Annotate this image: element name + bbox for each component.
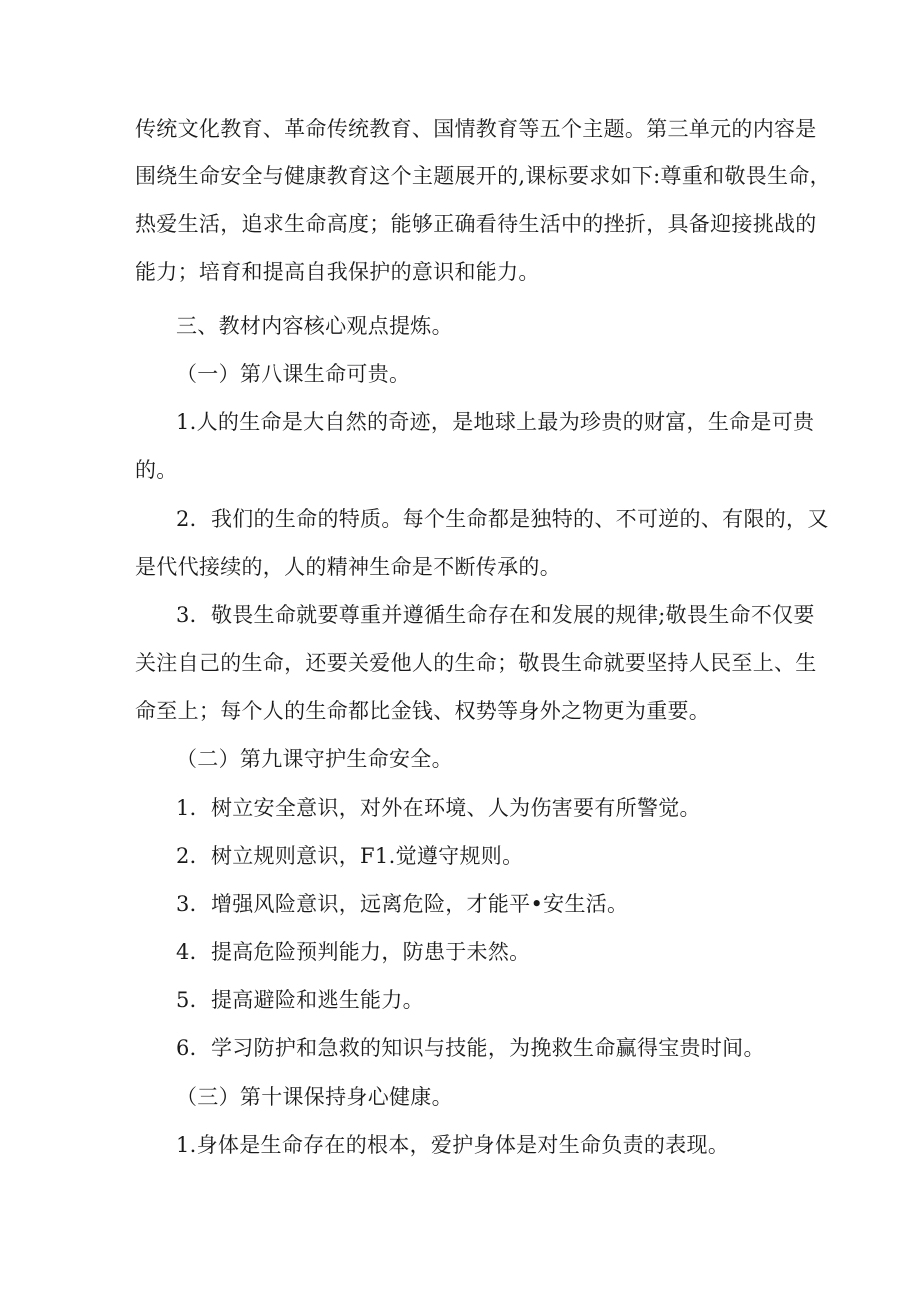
paragraph-line-4: 能力；培育和提高自我保护的意识和能力。	[135, 260, 540, 284]
point-9-6: 6．学习防护和急救的知识与技能，为挽救生命赢得宝贵时间。	[176, 1036, 765, 1060]
paragraph-line-2: 围绕生命安全与健康教育这个主题展开的,课标要求如下:尊重和敬畏生命，	[135, 164, 831, 188]
lesson-heading-8: （一）第八课生命可贵。	[176, 362, 411, 386]
point-8-1-line-2: 的。	[135, 458, 178, 482]
point-8-3-line-3: 命至上；每个人的生命都比金钱、权势等身外之物更为重要。	[135, 699, 711, 723]
point-8-1-line-1: 1.人的生命是大自然的奇迹，是地球上最为珍贵的财富，生命是可贵	[176, 410, 815, 434]
section-heading: 三、教材内容核心观点提炼。	[176, 314, 453, 338]
lesson-heading-9: （二）第九课守护生命安全。	[176, 747, 453, 771]
point-9-5: 5．提高避险和逃生能力。	[176, 988, 424, 1012]
point-8-2-line-1: 2．我们的生命的特质。每个生命都是独特的、不可逆的、有限的，又	[176, 507, 829, 531]
point-9-3: 3．增强风险意识，远离危险，才能平•安生活。	[176, 892, 629, 916]
point-8-3-line-2: 关注自己的生命，还要关爱他人的生命；敬畏生命就要坚持人民至上、生	[135, 651, 817, 675]
point-9-4: 4．提高危险预判能力，防患于未然。	[176, 940, 531, 964]
paragraph-line-1: 传统文化教育、革命传统教育、国情教育等五个主题。第三单元的内容是	[135, 117, 817, 141]
point-9-1: 1．树立安全意识，对外在环境、人为伤害要有所警觉。	[176, 796, 701, 820]
point-8-2-line-2: 是代代接续的，人的精神生命是不断传承的。	[135, 555, 561, 579]
point-10-1: 1.身体是生命存在的根本，爱护身体是对生命负责的表现。	[176, 1133, 730, 1157]
point-9-2: 2．树立规则意识，F1.觉遵守规则。	[176, 844, 524, 868]
point-8-3-line-1: 3．敬畏生命就要尊重并遵循生命存在和发展的规律;敬畏生命不仅要	[176, 603, 815, 627]
paragraph-line-3: 热爱生活，追求生命高度；能够正确看待生活中的挫折，具备迎接挑战的	[135, 212, 817, 236]
lesson-heading-10: （三）第十课保持身心健康。	[176, 1085, 453, 1109]
